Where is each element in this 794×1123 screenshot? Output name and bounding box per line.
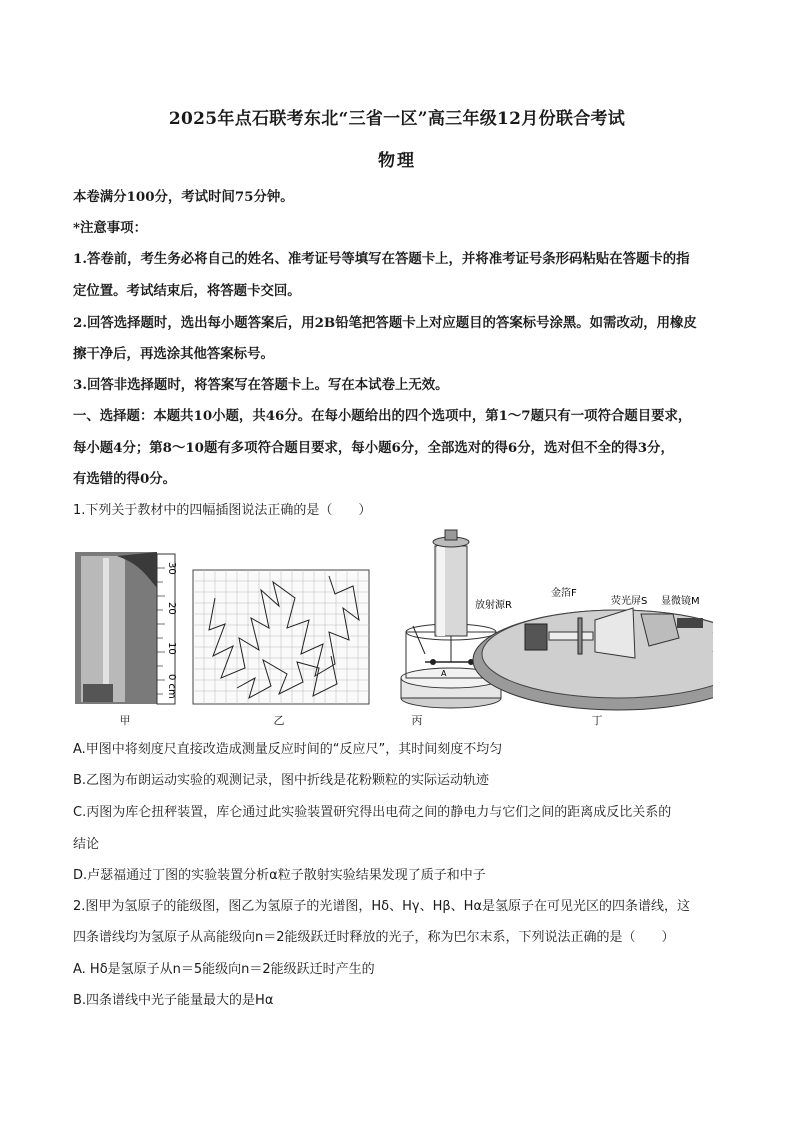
question-1-option-b: B.乙图为布朗运动实验的观测记录，图中折线是花粉颗粒的实际运动轨迹 bbox=[73, 773, 490, 788]
question-1-option-c-line-2: 结论 bbox=[73, 837, 100, 852]
note-3: 3.回答非选择题时，将答案写在答题卡上。写在本试卷上无效。 bbox=[73, 377, 449, 393]
section-1-line-2: 每小题4分；第8～10题有多项符合题目要求，每小题6分，全部选对的得6分，选对但不全的得3分， bbox=[73, 440, 674, 456]
ruler-tick-30: 30 bbox=[166, 562, 177, 575]
figure-strip bbox=[73, 528, 713, 712]
microscope-label: 显微镜M bbox=[661, 596, 700, 607]
ruler-tick-10: 10 bbox=[166, 642, 177, 655]
question-1-option-c-line-1: C.丙图为库仑扭秤装置，库仑通过此实验装置研究得出电荷之间的静电力与它们之间的距离成反比关系的 bbox=[73, 805, 672, 820]
ruler-tick-0: 0 cm bbox=[166, 674, 177, 699]
note-2-line-2: 擦干净后，再选涂其他答案标号。 bbox=[73, 346, 274, 362]
screen-label: 荧光屏S bbox=[611, 596, 648, 607]
figure-ding-scattering bbox=[473, 586, 713, 710]
note-2-line-1: 2.回答选择题时，选出每小题答案后，用2B铅笔把答题卡上对应题目的答案标号涂黑。如需改动，用橡皮 bbox=[73, 315, 697, 331]
question-1-option-d: D.卢瑟福通过丁图的实验装置分析α粒子散射实验结果发现了质子和中子 bbox=[73, 868, 486, 883]
question-1-figures bbox=[73, 528, 713, 728]
ruler-tick-20: 20 bbox=[166, 602, 177, 615]
question-2-option-a: A. Hδ是氢原子从n＝5能级向n＝2能级跃迁时产生的 bbox=[73, 962, 375, 977]
source-label: 放射源R bbox=[475, 600, 512, 611]
caption-ding: 丁 bbox=[591, 714, 603, 727]
question-2-option-b: B.四条谱线中光子能量最大的是Hα bbox=[73, 993, 274, 1008]
score-line: 本卷满分100分，考试时间75分钟。 bbox=[73, 189, 294, 205]
point-a-label: A bbox=[441, 669, 447, 678]
caption-jia: 甲 bbox=[119, 714, 131, 727]
exam-title: 2025年点石联考东北“三省一区”高三年级12月份联合考试 bbox=[168, 109, 626, 129]
question-2-stem-line-2: 四条谱线均为氢原子从高能级向n＝2能级跃迁时释放的光子，称为巴尔末系，下列说法正确的是（ ） bbox=[73, 930, 675, 945]
caption-yi: 乙 bbox=[273, 714, 285, 727]
question-2-stem-line-1: 2.图甲为氢原子的能级图，图乙为氢原子的光谱图，Hδ、Hγ、Hβ、Hα是氢原子在可见光区的四条谱线，这 bbox=[73, 899, 691, 914]
figure-yi-brownian bbox=[193, 570, 369, 704]
figure-jia-ruler bbox=[75, 552, 177, 704]
section-1-line-1: 一、选择题：本题共10小题，共46分。在每小题给出的四个选项中，第1～7题只有一项符合题目要求， bbox=[73, 408, 692, 424]
note-1-line-1: 1.答卷前，考生务必将自己的姓名、准考证号等填写在答题卡上，并将准考证号条形码粘贴在答题卡的指 bbox=[73, 251, 690, 267]
foil-label: 金箔F bbox=[551, 588, 577, 599]
caption-bing: 丙 bbox=[411, 714, 423, 727]
subject-title: 物理 bbox=[378, 151, 416, 171]
question-1-stem: 1.下列关于教材中的四幅插图说法正确的是（ ） bbox=[73, 503, 372, 518]
section-1-line-3: 有选错的得0分。 bbox=[73, 471, 177, 487]
question-1-option-a: A.甲图中将刻度尺直接改造成测量反应时间的“反应尺”，其时间刻度不均匀 bbox=[73, 742, 503, 757]
note-1-line-2: 定位置。考试结束后，将答题卡交回。 bbox=[73, 283, 301, 299]
notes-title: *注意事项： bbox=[73, 220, 147, 236]
